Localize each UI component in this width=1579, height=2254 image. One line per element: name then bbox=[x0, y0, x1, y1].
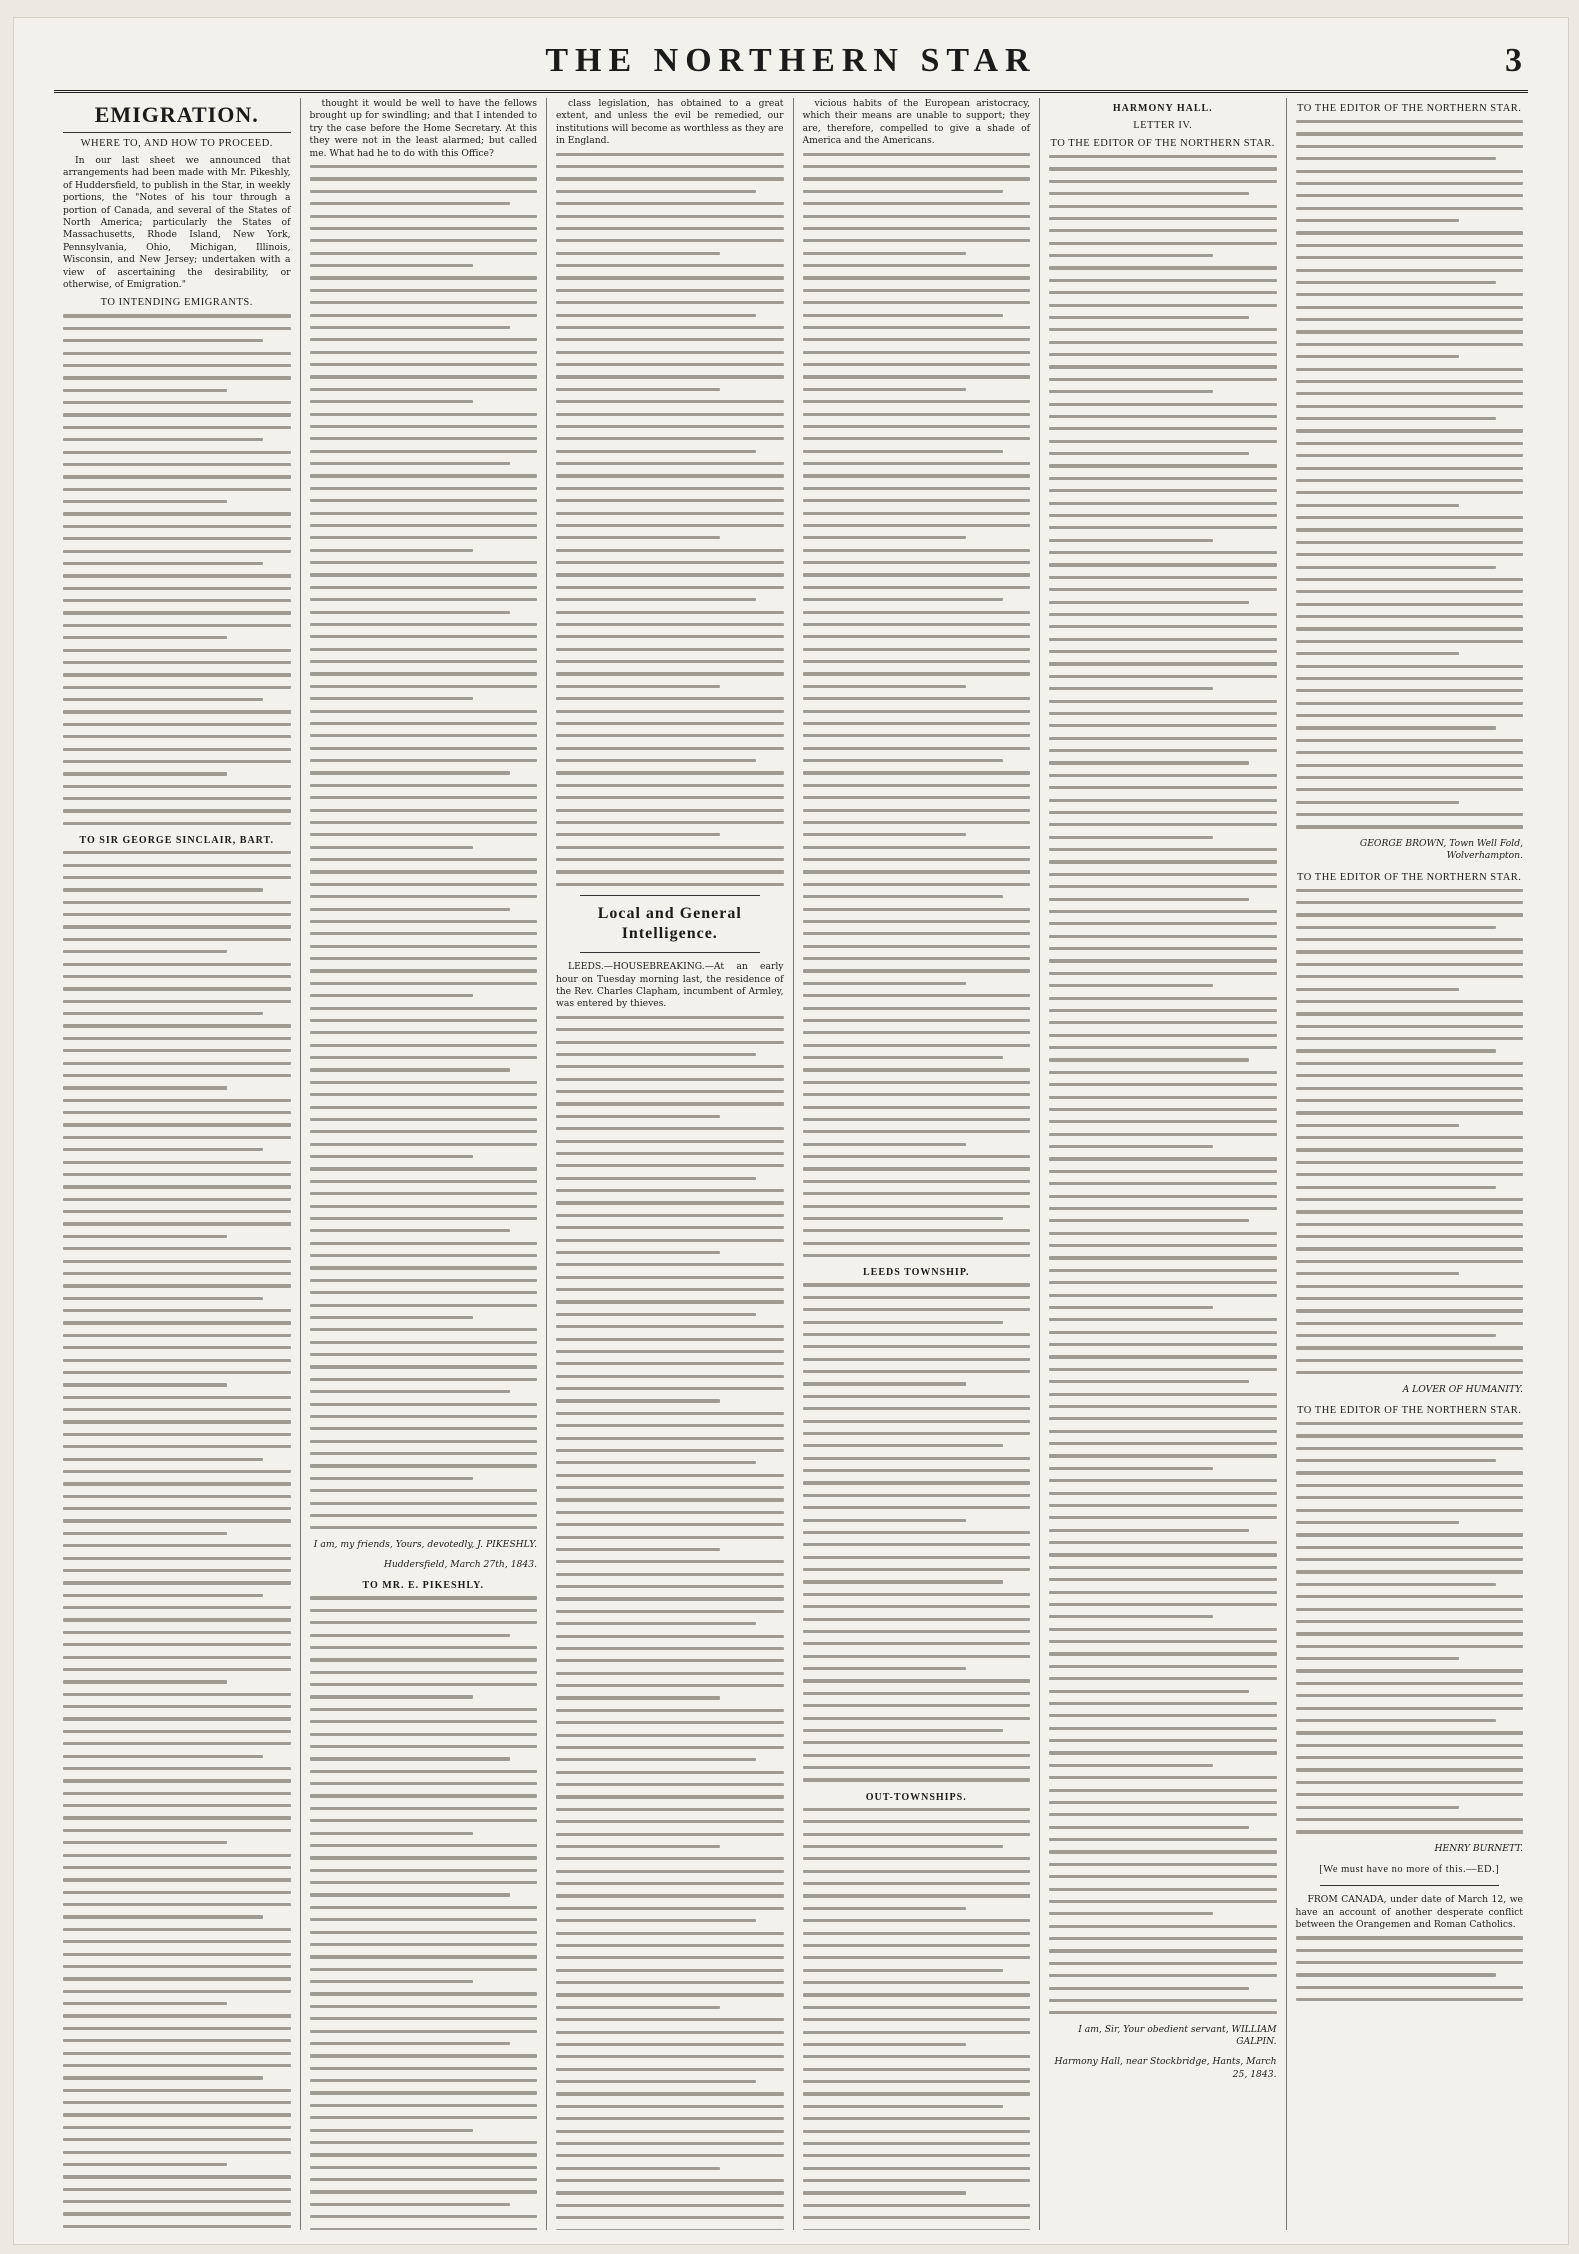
column-2 bbox=[301, 98, 548, 2230]
masthead bbox=[54, 36, 1528, 93]
editor-note: [We must have no more of this.—ED.] bbox=[1319, 1864, 1500, 1876]
column-3 bbox=[547, 98, 794, 2230]
body-text bbox=[803, 1808, 1031, 2230]
letter-heading: TO SIR GEORGE SINCLAIR, BART. bbox=[79, 835, 274, 847]
to-editor-heading: TO THE EDITOR OF THE NORTHERN STAR. bbox=[1050, 138, 1275, 149]
signature: GEORGE BROWN, Town Well Fold, Wolverhampton. bbox=[1359, 837, 1523, 862]
leeds-housebreaking-item: LEEDS.—HOUSEBREAKING.—At an early hour on Tuesday morning last, the residence of the Rev. Charles Clapham, incumbent of Armley, was entered by thieves. bbox=[556, 961, 784, 1010]
body-text bbox=[63, 314, 291, 825]
page-number: 3 bbox=[1505, 42, 1522, 79]
body-text bbox=[1049, 155, 1277, 2014]
emigration-intro: In our last sheet we announced that arrangements had been made with Mr. Pikeshly, of Huddersfield, to publish in the Star, in weekly portions, the "Notes of his tour through a portion of Canada, and several of the States of North America; particularly the States of Massachusetts, Rhode Island, New York, Pennsylvania, Ohio, Michigan, Illinois, Wisconsin, and New Jersey; undertaken with a view of ascertaining the desirability, or otherwise, of Emigration." bbox=[63, 155, 291, 291]
column-2-opening: thought it would be well to have the fellows brought up for swindling; and that I intended to try the case before the Home Secretary. At this they were not in the least alarmed; but called me. What had he to do with this Office? bbox=[309, 98, 537, 159]
to-editor-heading: TO THE EDITOR OF THE NORTHERN STAR. bbox=[1297, 1404, 1522, 1416]
newspaper-title: THE NORTHERN STAR bbox=[545, 42, 1037, 79]
letter-heading: TO MR. E. PIKESHLY. bbox=[362, 1580, 484, 1592]
body-text bbox=[1296, 889, 1524, 1375]
columns bbox=[54, 98, 1532, 2230]
body-text bbox=[556, 1016, 784, 2230]
to-editor-heading: TO THE EDITOR OF THE NORTHERN STAR. bbox=[1297, 103, 1522, 114]
body-text bbox=[310, 165, 538, 1529]
leeds-township-heading: LEEDS TOWNSHIP. bbox=[862, 1267, 970, 1279]
dateline: Harmony Hall, near Stockbridge, Hants, March 25, 1843. bbox=[1054, 2056, 1277, 2080]
body-text bbox=[556, 153, 784, 886]
emigration-subheading: WHERE TO, AND HOW TO PROCEED. bbox=[80, 138, 273, 149]
to-editor-heading: TO THE EDITOR OF THE NORTHERN STAR. bbox=[1297, 871, 1522, 883]
intending-emigrants-heading: TO INTENDING EMIGRANTS. bbox=[100, 297, 253, 309]
dateline: Huddersfield, March 27th, 1843. bbox=[383, 1559, 537, 1571]
signature: A LOVER OF HUMANITY. bbox=[1402, 1383, 1523, 1395]
emigration-heading: EMIGRATION. bbox=[63, 102, 291, 133]
column-5 bbox=[1040, 98, 1287, 2230]
letter-number: LETTER IV. bbox=[1133, 120, 1193, 131]
body-text bbox=[63, 851, 291, 2230]
canada-item: FROM CANADA, under date of March 12, we have an account of another desperate conflict between the Orangemen and Roman Catholics. bbox=[1295, 1894, 1523, 1930]
body-text bbox=[1296, 120, 1524, 829]
section-rule bbox=[580, 895, 760, 896]
body-text bbox=[1296, 1936, 1524, 2001]
body-text bbox=[310, 1596, 538, 2230]
newspaper-page bbox=[14, 18, 1568, 2244]
local-intelligence-heading: Local and General Intelligence. bbox=[597, 905, 742, 943]
body-text bbox=[803, 1283, 1031, 1781]
signoff: I am, my friends, Yours, devotedly, J. PIKESHLY. bbox=[313, 1538, 537, 1550]
section-rule bbox=[580, 952, 760, 953]
body-text bbox=[803, 153, 1031, 1258]
out-townships-heading: OUT-TOWNSHIPS. bbox=[865, 1791, 967, 1803]
column-1 bbox=[54, 98, 301, 2230]
body-text bbox=[1296, 1422, 1524, 1834]
column-4-opening: vicious habits of the European aristocracy, which their means are unable to support; they are, therefore, compelled to give a shade of America and the Americans. bbox=[802, 98, 1030, 147]
column-3-opening: class legislation, has obtained to a great extent, and unless the evil be remedied, our institutions will become as worthless as they are in England. bbox=[556, 98, 784, 147]
column-6 bbox=[1287, 98, 1533, 2230]
column-4 bbox=[794, 98, 1041, 2230]
section-rule bbox=[1320, 1885, 1500, 1886]
signoff: I am, Sir, Your obedient servant, WILLIAM GALPIN. bbox=[1078, 2023, 1277, 2048]
signature: HENRY BURNETT. bbox=[1434, 1842, 1523, 1854]
harmony-hall-heading: HARMONY HALL. bbox=[1112, 103, 1213, 114]
